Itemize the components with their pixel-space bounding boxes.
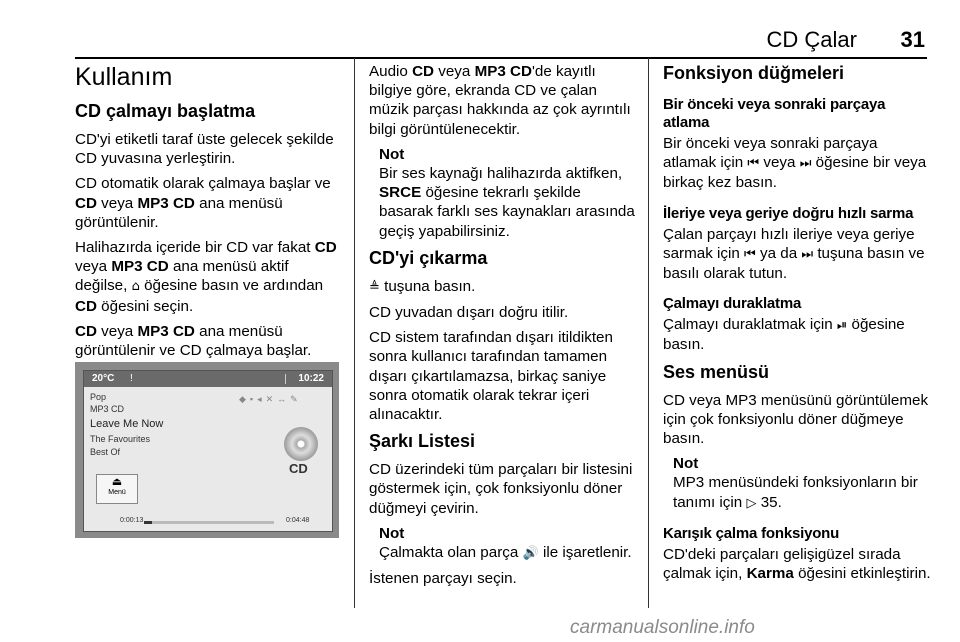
paragraph: Bir önceki veya sonraki parçaya atlamak için ⏮ veya ⏭ öğesine bir veya birkaç kez basın.: [663, 135, 927, 192]
paragraph: CD sistem tarafından dışarı itildikten sonra kullanıcı tarafından tamamen dışarı çıkartılamazsa, birkaç saniye sonra otomatik olarak tekrar içeri alınacaktır.: [369, 329, 613, 424]
topic-heading: Bir önceki veya sonraki parçaya atlama: [663, 96, 886, 131]
status-bar: [84, 371, 332, 387]
paragraph: CD veya MP3 menüsünü görüntülemek için çok fonksiyonlu döner düğmeye basın.: [663, 391, 929, 448]
paragraph: İstenen parçayı seçin.: [369, 570, 517, 588]
speaker-icon: 🔊: [522, 546, 539, 562]
page-number: 31: [900, 27, 925, 52]
subsection-heading: Şarkı Listesi: [369, 431, 476, 452]
menu-label: Menü: [108, 489, 126, 496]
section-heading: Kullanım: [75, 63, 173, 91]
clock: 10:22: [298, 373, 324, 384]
topic-heading: Çalmayı duraklatma: [663, 295, 802, 313]
note-text: Çalmakta olan parça 🔊 ile işaretlenir.: [379, 544, 632, 562]
column-divider: [648, 58, 649, 608]
status-divider: [285, 374, 286, 384]
note-text: MP3 menüsündeki fonksiyonların bir tanımı için ▷ 35.: [673, 474, 918, 511]
topic-heading: Karışık çalma fonksiyonu: [663, 524, 840, 542]
running-title: CD Çalar: [766, 27, 857, 52]
menu-icon: ⏏: [111, 476, 123, 488]
play-pause-icon: ⏯: [836, 318, 848, 334]
note-title: Not: [673, 455, 699, 473]
note: [673, 454, 931, 513]
paragraph: ≜ tuşuna basın.: [369, 277, 476, 295]
genre: Pop: [90, 392, 107, 402]
column-divider: [354, 58, 355, 608]
temperature: 20°C: [92, 373, 115, 384]
status-icons: ◆▪◂✕↔✎: [239, 394, 302, 404]
note-title: Not: [379, 524, 405, 542]
note-text: Bir ses kaynağı halihazırda aktifken, SRCE öğesine tekrarlı şekilde basarak farklı ses kaynakları arasında geçiş yapabilirsiniz.: [379, 165, 635, 240]
column-3: [663, 62, 931, 589]
menu-button[interactable]: [96, 474, 138, 504]
note: [379, 145, 637, 241]
fast-forward-icon: ⏭: [801, 246, 814, 262]
cd-label: CD: [289, 461, 308, 476]
subsection-heading: Ses menüsü: [663, 361, 770, 382]
paragraph: CD veya MP3 CD ana menüsü görüntülenir ve CD çalmaya başlar.: [75, 322, 312, 360]
paragraph: CD üzerindeki tüm parçaları bir listesini göstermek için, çok fonksiyonlu döner düğmeyi çevirin.: [369, 461, 633, 517]
elapsed-time: 0:00:13: [120, 517, 144, 524]
page-header: [75, 27, 927, 55]
source-label: MP3 CD: [90, 404, 125, 414]
column-2: [369, 62, 637, 594]
column-1: [75, 62, 345, 366]
note: [379, 524, 637, 563]
track-title: Leave Me Now: [90, 418, 164, 430]
paragraph: Audio CD veya MP3 CD'de kayıtlı bilgiye göre, ekranda CD ve çalan müzik parçası hakkında az çok ayrıntılı bilgi görüntülenecektir.: [369, 63, 631, 138]
watermark: carmanualsonline.info: [570, 617, 755, 638]
paragraph: CD otomatik olarak çalmaya başlar ve CD veya MP3 CD ana menüsü görüntülenir.: [75, 175, 331, 231]
album: The Favourites: [90, 434, 151, 444]
paragraph: Çalan parçayı hızlı ileriye veya geriye sarmak için ⏮ ya da ⏭ tuşuna basın ve basılı olarak tutun.: [663, 225, 925, 283]
next-track-icon: ⏭: [799, 156, 812, 172]
alert-icon: !: [130, 373, 133, 384]
eject-icon: ≜: [369, 279, 380, 295]
infotainment-screen: [83, 370, 333, 532]
subsection-heading: CD'yi çıkarma: [369, 247, 488, 268]
total-time: 0:04:48: [286, 517, 310, 524]
note-title: Not: [379, 145, 405, 163]
page-reference-icon: ▷: [746, 495, 757, 511]
paragraph: CD'yi etiketli taraf üste gelecek şekilde CD yuvasına yerleştirin.: [75, 131, 334, 168]
rewind-icon: ⏮: [744, 246, 756, 262]
cd-player-screenshot: [75, 362, 339, 538]
paragraph: CD yuvadan dışarı doğru itilir.: [369, 304, 569, 322]
paragraph: CD'deki parçaları gelişigüzel sırada çalmak için, Karma öğesini etkinleştirin.: [663, 545, 931, 583]
subsection-heading: CD çalmayı başlatma: [75, 101, 256, 121]
previous-track-icon: ⏮: [747, 156, 760, 172]
home-icon: ⌂: [131, 279, 140, 295]
paragraph: Çalmayı duraklatmak için ⏯ öğesine basın.: [663, 316, 905, 354]
cd-disc-icon: [284, 427, 318, 461]
artist: Best Of: [90, 447, 121, 457]
subsection-heading: Fonksiyon düğmeleri: [663, 63, 845, 83]
header-rule: [75, 57, 927, 59]
progress-bar[interactable]: [144, 521, 274, 524]
progress-fill: [144, 521, 152, 524]
paragraph: Halihazırda içeride bir CD var fakat CD veya MP3 CD ana menüsü aktif değilse, ⌂ öğesine basın ve ardından CD öğesini seçin.: [75, 239, 337, 315]
topic-heading: İleriye veya geriye doğru hızlı sarma: [663, 204, 914, 222]
